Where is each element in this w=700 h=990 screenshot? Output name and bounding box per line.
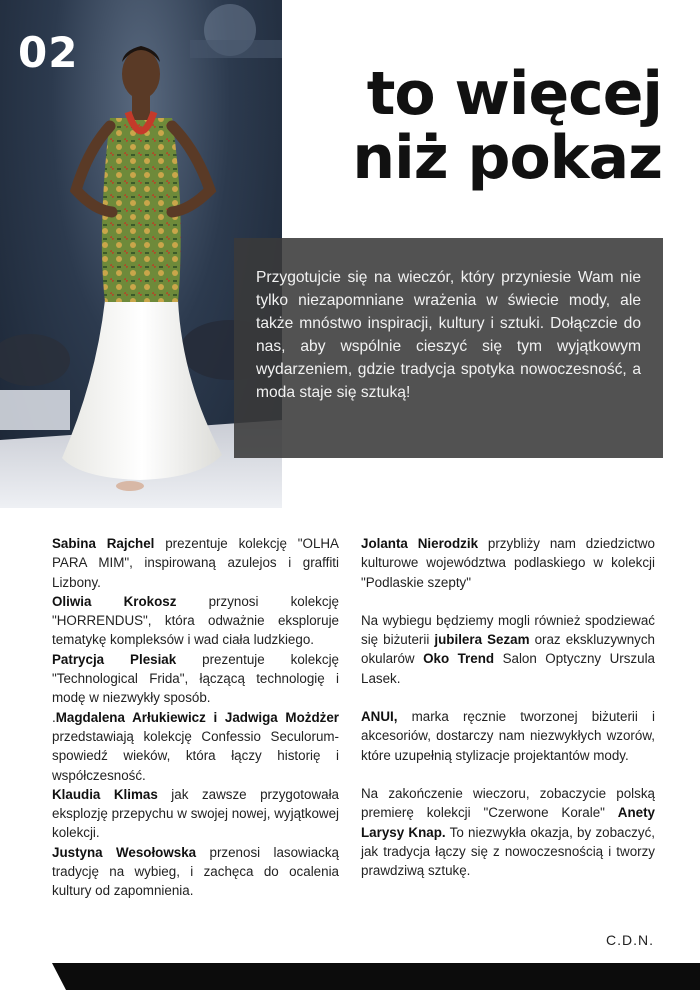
title-line-1: to więcej xyxy=(366,59,662,129)
finale-text-2: To niezwykła okazja, by zobaczyć, jak tradycja łączy się z nowoczesnością i tworzy prawdziwą sztukę. xyxy=(361,824,655,879)
designer-description: przenosi lasowiacką tradycję na wybieg, i zachęca do ocalenia kultury od zapomnienia. xyxy=(52,844,339,899)
designer-name: Patrycja Plesiak xyxy=(52,651,177,667)
intro-box xyxy=(234,238,663,458)
designer-description: przynosi kolekcję "HORRENDUS", która odważnie eksploruje tematykę kompleksów i wad ciała ludzkiego. xyxy=(52,593,339,648)
finale-text-1: Na zakończenie wieczoru, zobaczycie polską premierę kolekcji "Czerwone Korale" xyxy=(361,785,655,821)
sponsor-oko-trend: Oko Trend xyxy=(423,651,495,667)
page-title xyxy=(352,59,662,193)
designer-entry xyxy=(52,785,339,843)
designer-entry xyxy=(52,534,339,592)
event-details-column xyxy=(361,534,655,880)
designer-entry xyxy=(52,650,339,708)
designer-description: przedstawiają kolekcję Confessio Seculorum- spowiedź wieków, która łączy historię i współczesność. xyxy=(52,728,339,783)
sponsors-paragraph xyxy=(361,611,655,688)
sponsors-text-2: oraz ekskluzywnych okularów xyxy=(361,632,655,667)
designer-name: Justyna Wesołowska xyxy=(52,844,197,860)
sponsors-text-3: Salon Optyczny Urszula Lasek. xyxy=(361,651,655,686)
sponsor-sezam: jubilera Sezam xyxy=(434,632,530,648)
designer-entry xyxy=(52,592,339,650)
intro-text: Przygotujcie się na wieczór, który przyniesie Wam nie tylko niezapomniane wrażenia w świecie mody, ale także mnóstwo inspiracji, kultury i sztuki. Dołączcie do nas, aby wspólnie cieszyć się tym wyjątkowym wydarzeniem, gdzie tradycja spotyka nowoczesność, a moda staje się sztuką! xyxy=(256,269,641,401)
designer-name: Klaudia Klimas xyxy=(52,786,158,802)
designer-description: jak zawsze przygotowała eksplozję przepychu w swojej nowej, wyjątkowej kolekcji. xyxy=(52,786,340,841)
page-number: 02 xyxy=(18,28,79,77)
designer-entry xyxy=(52,708,339,785)
finale-designer-name: Anety Larysy Knap. xyxy=(361,805,655,840)
designer-name: Magdalena Arłukiewicz i Jadwiga Możdżer xyxy=(55,709,339,725)
designers-column xyxy=(52,534,339,901)
finale-paragraph xyxy=(361,784,655,880)
designer-name: Sabina Rajchel xyxy=(52,536,155,551)
designer-description: przybliży nam dziedzictwo kulturowe województwa podlaskiego w kolekcji "Podlaskie szepty" xyxy=(361,536,655,590)
sponsors-text-1: Na wybiegu będziemy mogli również spodziewać się biżuterii xyxy=(361,612,655,648)
designer-entry xyxy=(52,843,339,901)
footer-bar xyxy=(52,963,700,990)
brand-description: marka ręcznie tworzonej biżuterii i akcesoriów, dostarczy nam niezwykłych wzorów, które uzupełnią stylizacje projektantów mody. xyxy=(361,709,655,763)
title-line-2: niż pokaz xyxy=(352,123,662,193)
designer-description: prezentuje kolekcję "OLHA PARA MIM", inspirowaną azulejos i graffiti Lizbony. xyxy=(52,536,339,590)
designer-description: prezentuje kolekcję "Technological Frida", łączącą technologię i modę w niezwykły sposób. xyxy=(52,651,339,706)
designer-name: Oliwia Krokosz xyxy=(52,593,177,609)
designer-prefix: . xyxy=(52,709,56,725)
designer-name: Jolanta Nierodzik xyxy=(361,536,479,551)
brand-name: ANUI, xyxy=(361,709,398,725)
designer-entry xyxy=(361,534,655,592)
anui-paragraph xyxy=(361,707,655,765)
signoff: C.D.N. xyxy=(606,932,654,948)
